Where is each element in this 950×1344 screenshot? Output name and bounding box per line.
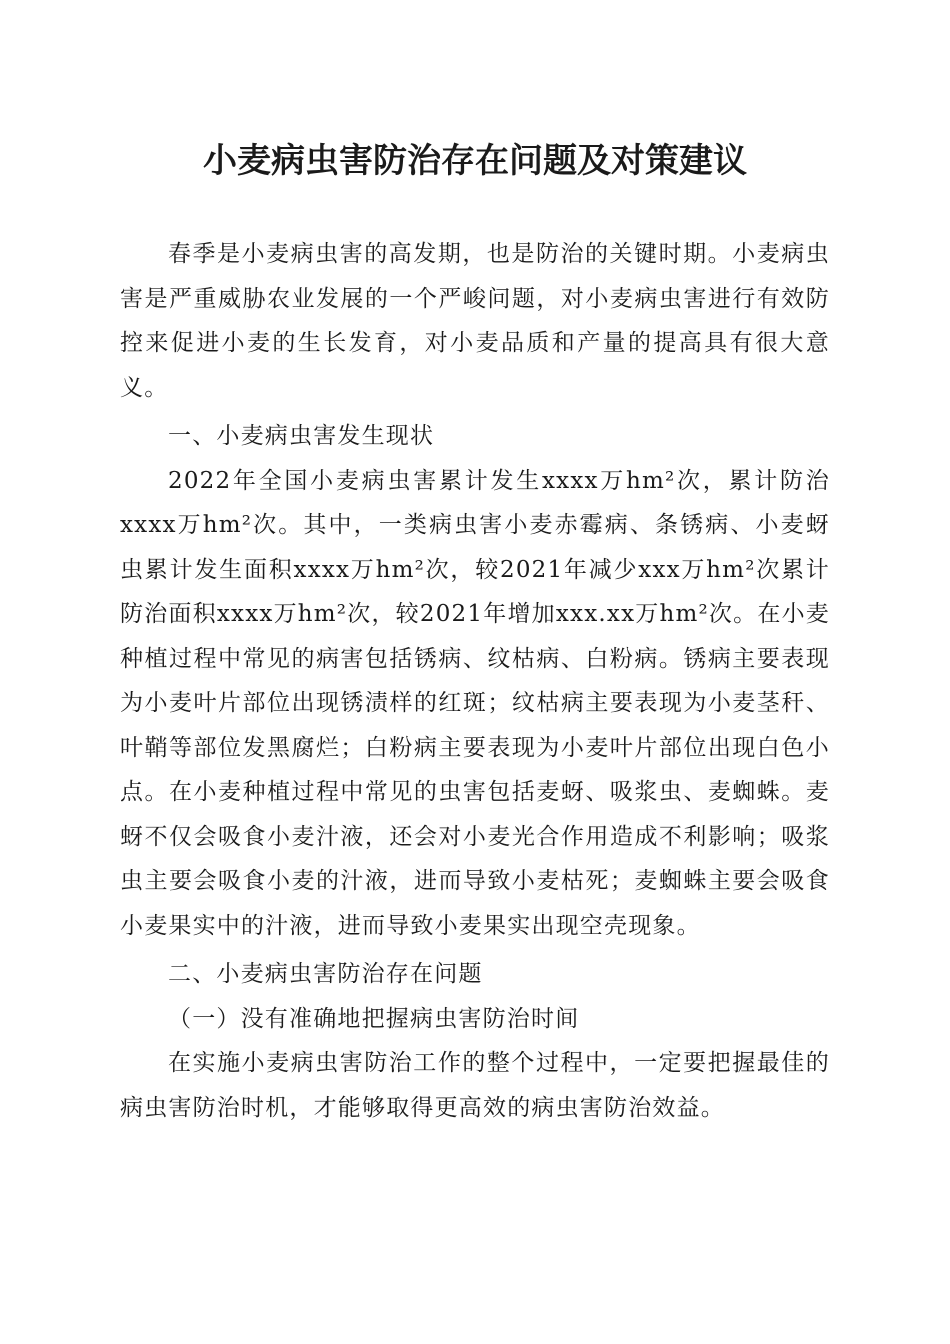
intro-paragraph: 春季是小麦病虫害的高发期，也是防治的关键时期。小麦病虫害是严重威胁农业发展的一个严峻问题，对小麦病虫害进行有效防控来促进小麦的生长发育，对小麦品质和产量的提高具有很大意义。 <box>120 241 830 401</box>
section-2-subheading: （一）没有准确地把握病虫害防治时间 <box>168 1005 580 1032</box>
section-2-heading: 二、小麦病虫害防治存在问题 <box>168 961 483 987</box>
section-2-paragraph: 在实施小麦病虫害防治工作的整个过程中，一定要把握最佳的病虫害防治时机，才能够取得更高效的病虫害防治效益。 <box>120 1050 830 1121</box>
section-1-heading: 一、小麦病虫害发生现状 <box>168 423 435 449</box>
section-1-paragraph: 2022年全国小麦病虫害累计发生xxxx万hm²次，累计防治xxxx万hm²次。其中，一类病虫害小麦赤霉病、条锈病、小麦蚜虫累计发生面积xxxx万hm²次，较2021年减少xxx万hm²次累计防治面积xxxx万hm²次，较2021年增加xxx.xx万hm²次。在小麦种植过程中常见的病害包括锈病、纹枯病、白粉病。锈病主要表现为小麦叶片部位出现锈渍样的红斑；纹枯病主要表现为小麦茎秆、叶鞘等部位发黑腐烂；白粉病主要表现为小麦叶片部位出现白色小点。在小麦种植过程中常见的虫害包括麦蚜、吸浆虫、麦蜘蛛。麦蚜不仅会吸食小麦汁液，还会对小麦光合作用造成不利影响；吸浆虫主要会吸食小麦的汁液，进而导致小麦枯死；麦蜘蛛主要会吸食小麦果实中的汁液，进而导致小麦果实出现空壳现象。 <box>120 467 830 939</box>
page-title: 小麦病虫害防治存在问题及对策建议 <box>203 141 747 181</box>
document-body <box>120 232 830 1130</box>
